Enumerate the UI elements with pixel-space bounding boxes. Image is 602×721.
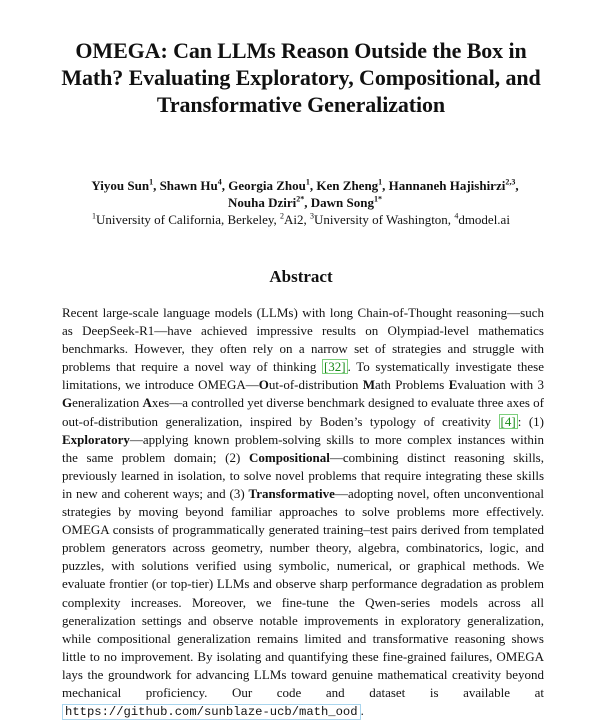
abstract-text: Recent large-scale language models (LLMs) with long Chain-of-Thought reasoning—such as DeepSeek-R1—have achieved impressive results on Olympiad-level mathematics benchmarks. However, they often rely on a narrow set of strategies and struggle with problems that require a novel way of thinking: [62, 305, 544, 375]
author-name: Yiyou Sun: [91, 178, 150, 193]
author-affil-mark: 1*: [373, 194, 382, 204]
abstract-text: valuation with 3: [457, 377, 544, 393]
abstract-heading: Abstract: [269, 267, 333, 286]
author-name: Georgia Zhou: [228, 178, 306, 193]
title-line-1: OMEGA: Can LLMs Reason Outside the Box in: [75, 38, 527, 63]
citation-link[interactable]: [32]: [323, 359, 346, 375]
abstract-text: —combining distinct reasoning skills, previously learned in isolation, to solve novel problems that require integrating these skills in new and coherent ways; and (3): [62, 449, 544, 501]
author-name: Ken Zheng: [316, 178, 379, 193]
abstract-bold: E: [448, 377, 458, 393]
abstract-bold: A: [142, 395, 152, 411]
affil-mark: 2: [280, 211, 285, 221]
abstract-text: : (1): [517, 413, 544, 429]
abstract-text: . To systematically investigate these limitations, we introduce OMEGA—: [62, 359, 544, 393]
author-affil-mark: 4: [217, 177, 222, 187]
abstract-text: xes—a controlled yet diverse benchmark designed to evaluate three axes of out-of-distribution generalization, inspired by Boden’s typology of creativity: [62, 395, 544, 429]
abstract-text: eneralization: [72, 395, 143, 411]
affil-mark: 4: [454, 211, 459, 221]
author-list: Yiyou Sun$^1$, Shawn Hu$^4$, Georgia Zhou$^1$, Ken Zheng$^1$, Hannaneh Hajishirzi$^{2,3}$, Nouha Dziri$^{2*}$, Dawn Song$^{1*}$: [91, 177, 519, 210]
abstract-bold: Compositional: [248, 449, 330, 465]
affiliation-list: [48, 211, 554, 228]
author-affil-mark: 2,3: [505, 177, 516, 187]
paper-title: [18, 37, 584, 118]
author-affil-mark: 1: [149, 177, 154, 187]
abstract-bold: O: [258, 377, 269, 393]
author-affil-mark: 1: [305, 177, 310, 187]
affiliation: University of California, Berkeley,: [96, 212, 281, 227]
abstract-text: —applying known problem-solving skills to more complex instances within the same problem domain; (2): [62, 431, 544, 465]
affiliation: University of Washington,: [314, 212, 455, 227]
abstract-bold: M: [362, 377, 376, 393]
abstract-text: —adopting novel, often unconventional strategies by moving beyond familiar approaches to solve problems more effectively. OMEGA consists of programmatically generated training–test pairs derived from templated problem generators across geometry, number theory, algebra, combinatorics, logic, and puzzles, with solutions verified using symbolic, numerical, or graphical methods. We evaluate frontier (or top-tier) LLMs and observe sharp performance degradation as problem complexity increases. Moreover, we fine-tune the Qwen-series models across all generalization settings and observe notable improvements in exploratory generalization, while compositional generalization remains limited and transformative reasoning shows little to no improvement. By isolating and quantifying these fine-grained failures, OMEGA lays the groundwork for advancing LLMs toward genuine mathematical creativity beyond mechanical proficiency. Our code and dataset is available at: [62, 485, 544, 700]
abstract-bold: Exploratory: [62, 431, 130, 447]
affil-mark: 3: [310, 211, 315, 221]
abstract-body: [62, 304, 544, 721]
author-affil-mark: 2*: [296, 194, 305, 204]
author-name: Nouha Dziri: [228, 195, 297, 210]
code-repo-link[interactable]: https://github.com/sunblaze-ucb/math_ood: [62, 704, 361, 720]
title-line-2: Math? Evaluating Exploratory, Compositional, and: [61, 65, 541, 90]
abstract-bold: G: [62, 395, 73, 411]
title-line-3: Transformative Generalization: [156, 92, 446, 117]
affiliation: dmodel.ai: [458, 212, 510, 227]
author-affil-mark: 1: [378, 177, 383, 187]
author-name: Shawn Hu: [159, 178, 218, 193]
citation-link[interactable]: [4]: [500, 413, 516, 429]
abstract-text: ut-of-distribution: [268, 377, 363, 393]
author-name: Hannaneh Hajishirzi: [388, 178, 506, 193]
abstract-text: ath Problems: [375, 377, 449, 393]
affil-mark: 1: [92, 211, 97, 221]
author-name: Dawn Song: [310, 195, 374, 210]
abstract-bold: Transformative: [248, 485, 335, 501]
affiliation: Ai2,: [284, 212, 311, 227]
abstract-text: .: [360, 703, 364, 719]
